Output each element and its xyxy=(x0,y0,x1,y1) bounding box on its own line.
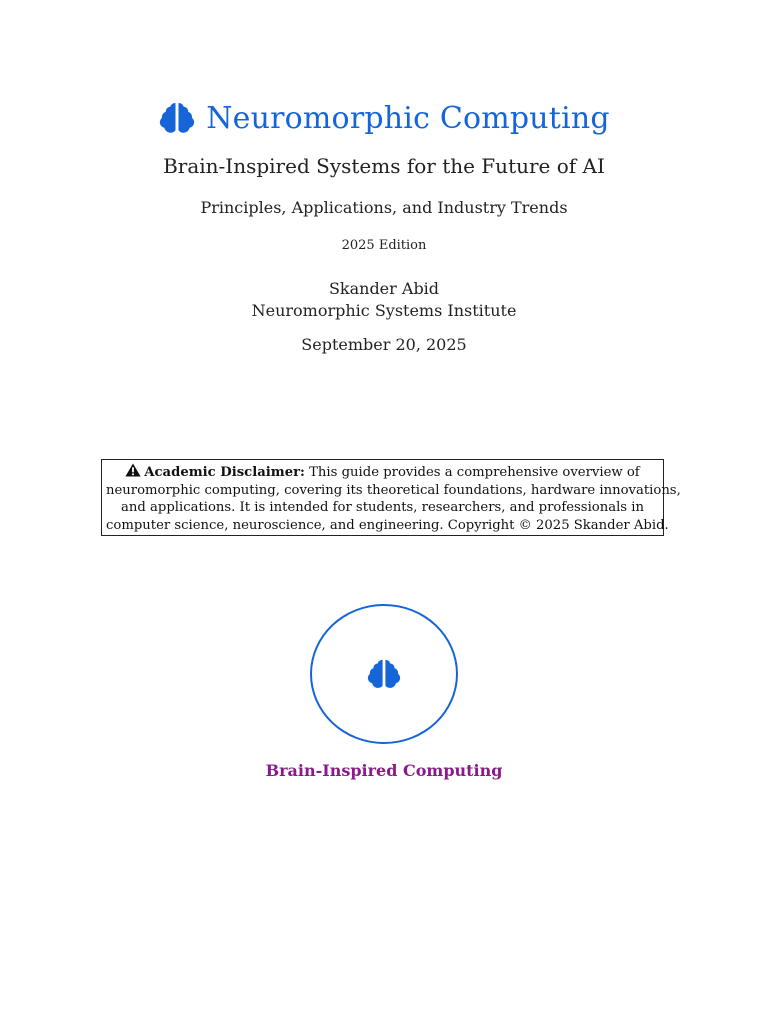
document-subtitle: Brain-Inspired Systems for the Future of AI xyxy=(163,154,605,178)
warning-triangle-icon xyxy=(125,463,141,477)
disclaimer-label: Academic Disclaimer: xyxy=(144,465,305,480)
disclaimer-box xyxy=(101,459,681,536)
document-tagline: Principles, Applications, and Industry Trends xyxy=(200,198,568,217)
author-affiliation: Neuromorphic Systems Institute xyxy=(251,301,517,320)
document-title: Neuromorphic Computing xyxy=(206,100,610,136)
disclaimer-text-1: This guide provides a comprehensive overview of xyxy=(309,465,640,480)
brain-emblem-circle xyxy=(310,604,458,744)
brain-icon xyxy=(158,101,196,135)
emblem-caption: Brain-Inspired Computing xyxy=(265,761,503,780)
title-block xyxy=(0,96,768,140)
document-date: September 20, 2025 xyxy=(301,335,467,354)
author-name: Skander Abid xyxy=(328,279,440,298)
disclaimer-line-3: and applications. It is intended for students, researchers, and professionals in xyxy=(121,500,644,516)
disclaimer-line-1 xyxy=(106,463,659,482)
edition-label: 2025 Edition xyxy=(341,238,427,253)
disclaimer-line-2: neuromorphic computing, covering its theoretical foundations, hardware innovations, xyxy=(106,482,681,498)
disclaimer-line-4: computer science, neuroscience, and engineering. Copyright © 2025 Skander Abid. xyxy=(106,517,669,533)
brain-icon xyxy=(365,658,403,690)
